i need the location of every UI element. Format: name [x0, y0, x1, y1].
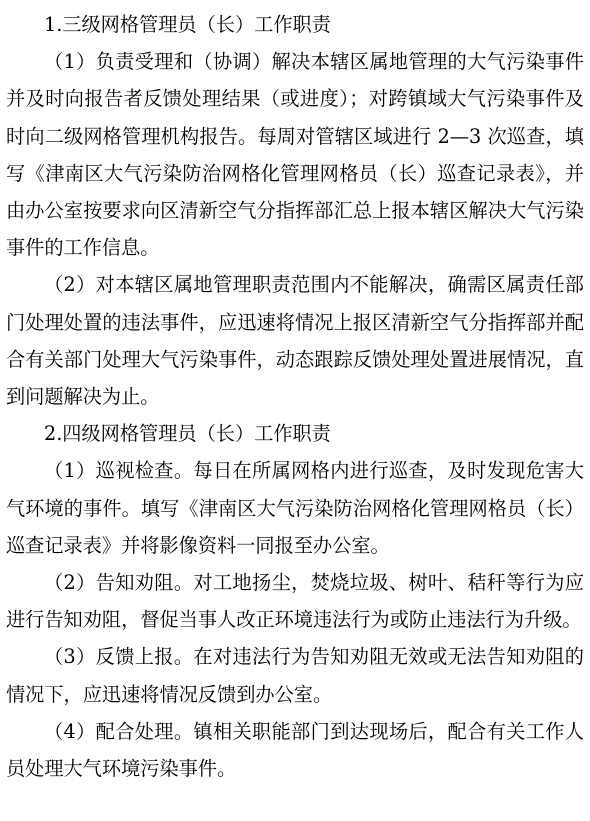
section-1-paragraph-2: （2）对本辖区属地管理职责范围内不能解决，确需区属责任部门处理处置的违法事件，应迅速将情况上报区清新空气分指挥部并配合有关部门处理大气污染事件，动态跟踪反馈处理处置进展情况，直到问题解决为止。 — [6, 273, 584, 409]
section-1-heading: 1.三级网格管理员（长）工作职责 — [44, 13, 331, 36]
section-2-paragraph-1: （1）巡视检查。每日在所属网格内进行巡查，及时发现危害大气环境的事件。填写《津南区大气污染防治网格化管理网格员（长）巡查记录表》并将影像资料一同报至办公室。 — [6, 459, 584, 557]
section-2-paragraph-3: （3）反馈上报。在对违法行为告知劝阻无效或无法告知劝阻的情况下，应迅速将情况反馈到办公室。 — [6, 645, 584, 706]
section-2-paragraph-4: （4）配合处理。镇相关职能部门到达现场后，配合有关工作人员处理大气环境污染事件。 — [6, 719, 584, 781]
section-1-paragraph-1: （1）负责受理和（协调）解决本辖区属地管理的大气污染事件并及时向报告者反馈处理结果（或进度）；对跨镇域大气污染事件及时向二级网格管理机构报告。每周对管辖区域进行 2—3 次巡查，填写《津南区大气污染防治网格化管理网格员（长）巡查记录表》，并由办公室按要求向区清新空气分指挥部汇总上报本辖区解决大气污染事件的工作信息。 — [6, 50, 584, 260]
section-2-paragraph-2: （2）告知劝阻。对工地扬尘，焚烧垃圾、树叶、秸秆等行为应进行告知劝阻，督促当事人改正环境违法行为或防止违法行为升级。 — [6, 571, 584, 632]
section-2-heading: 2.四级网格管理员（长）工作职责 — [44, 422, 331, 446]
